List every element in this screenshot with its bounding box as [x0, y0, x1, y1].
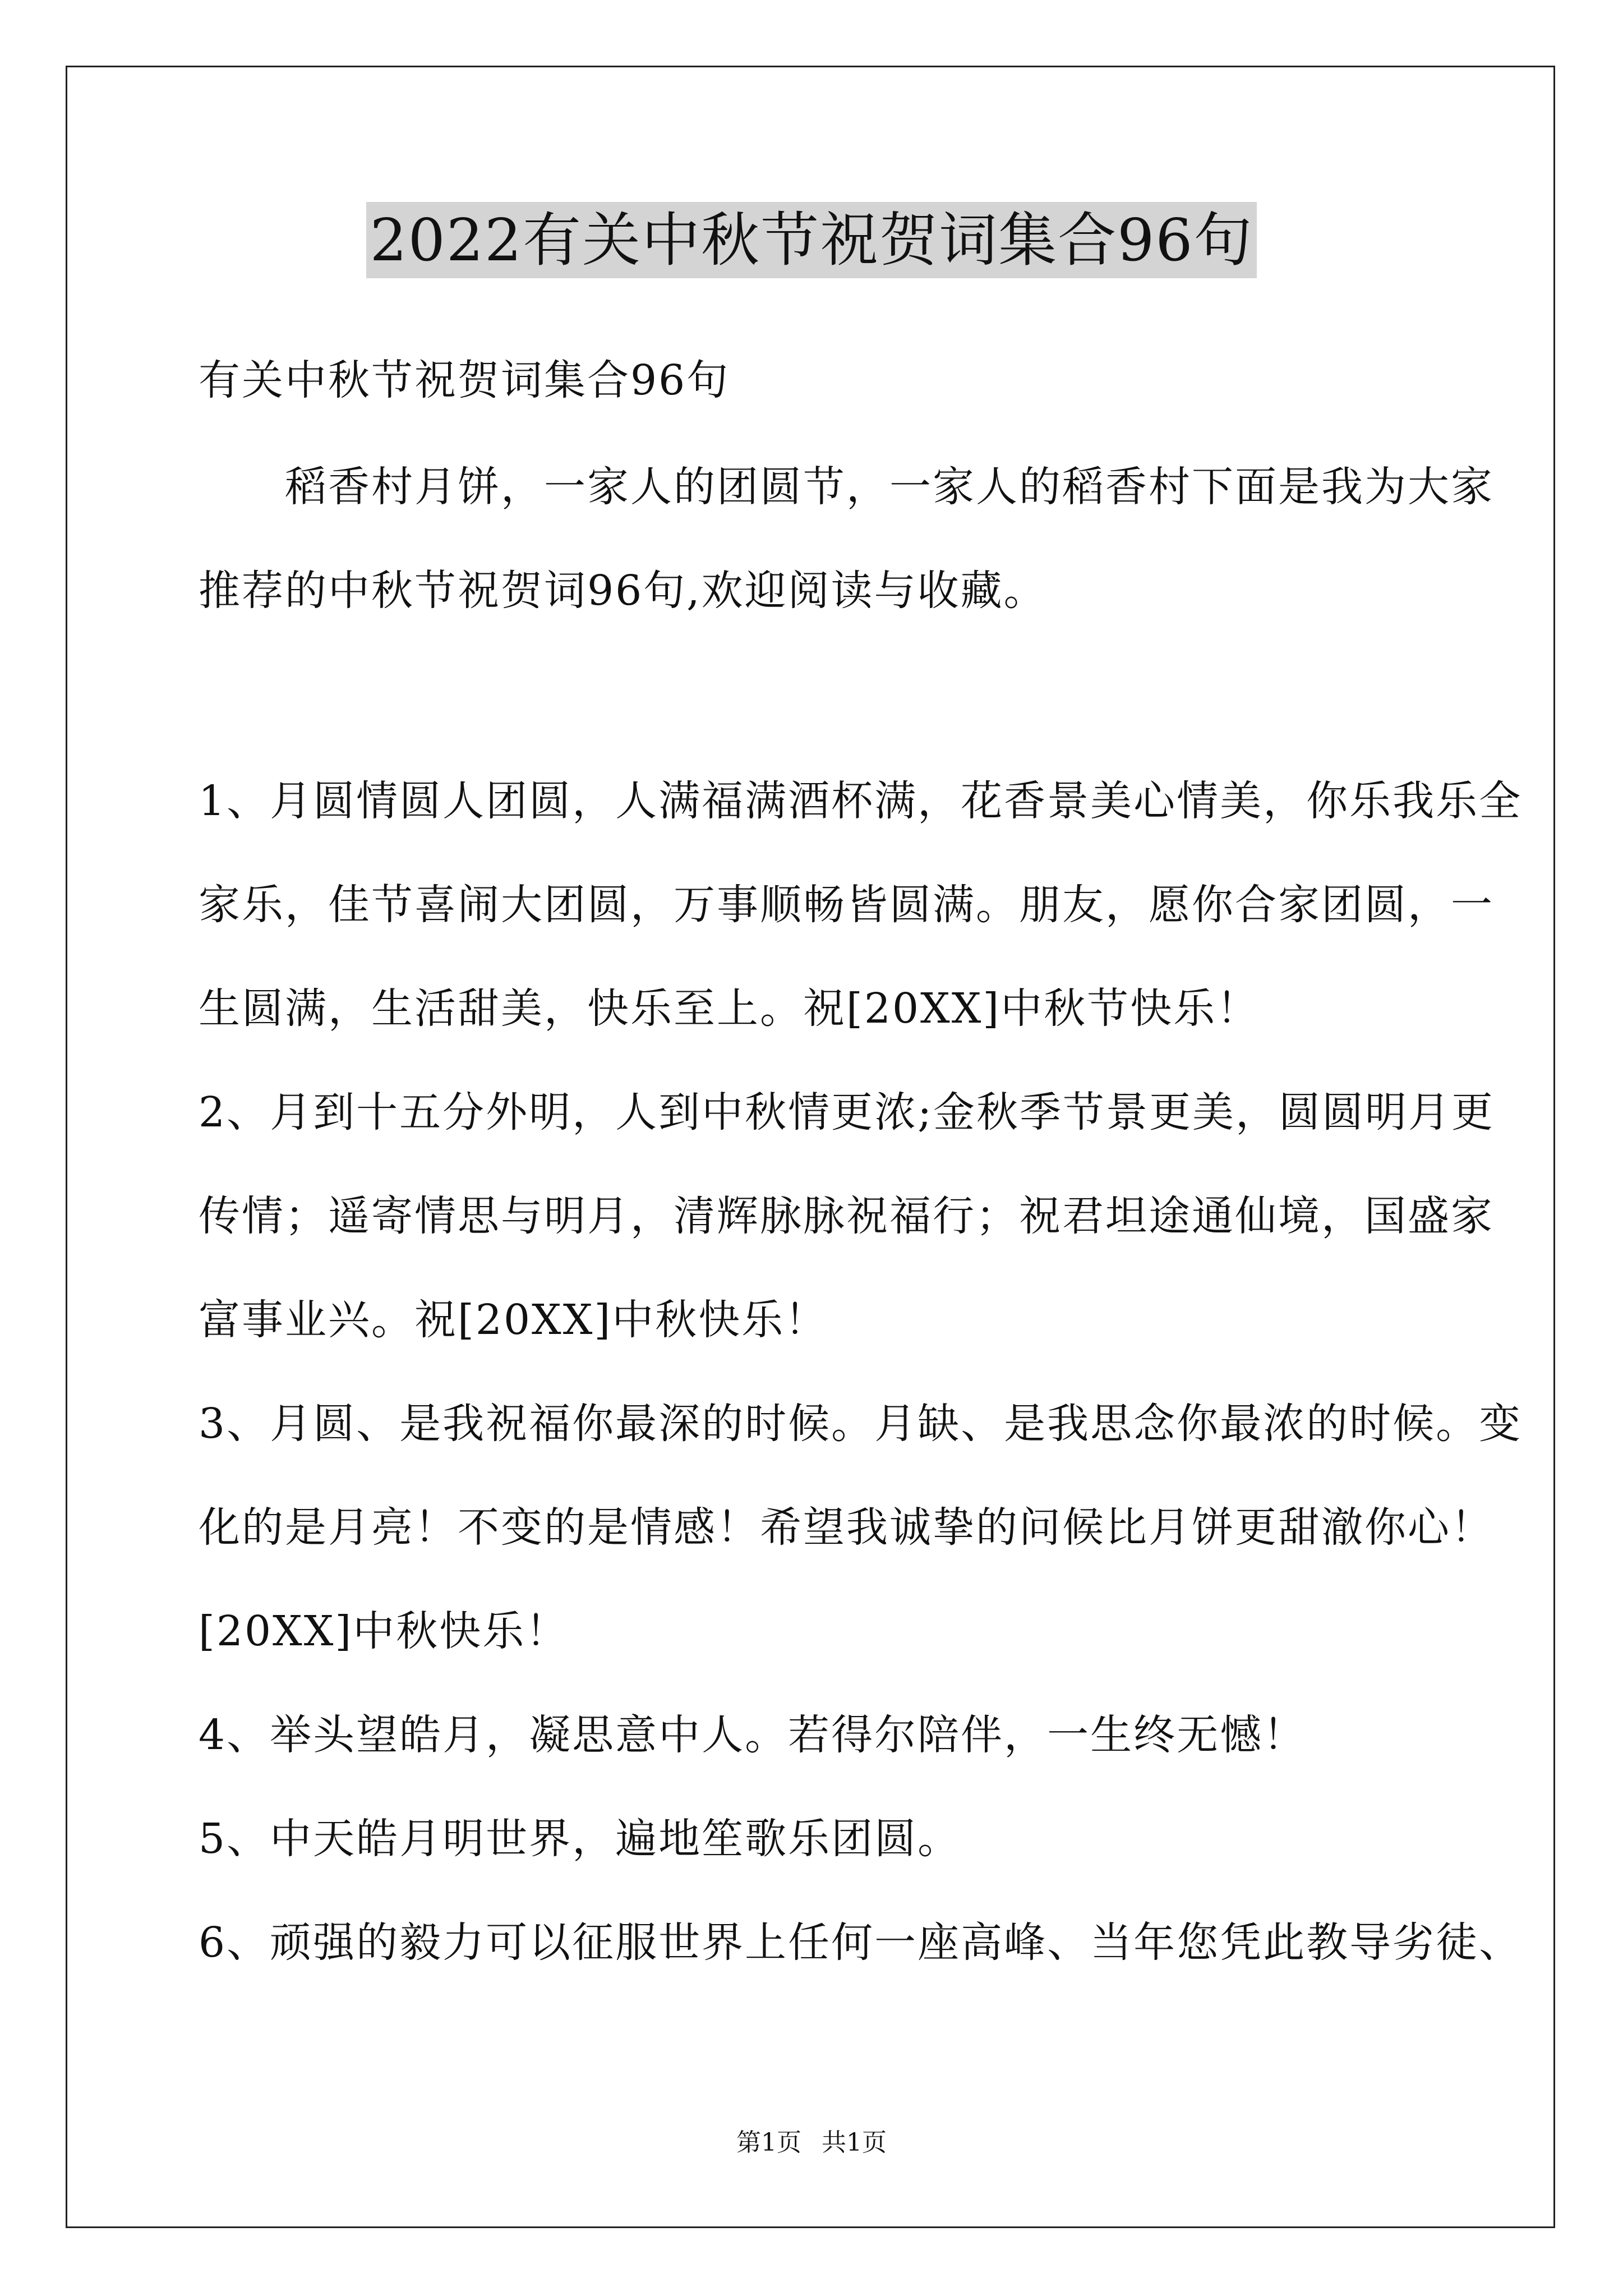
paragraph-line: [20XX]中秋快乐！: [199, 1607, 569, 1655]
paragraph-line: 富事业兴。祝[20XX]中秋快乐！: [199, 1296, 828, 1344]
paragraph-line: 2、月到十五分外明，人到中秋情更浓;金秋季节景更美，圆圆明月更: [199, 1088, 1495, 1137]
paragraph-line: 传情；遥寄情思与明月，清辉脉脉祝福行；祝君坦途通仙境，国盛家: [199, 1192, 1494, 1240]
title-container: [0, 202, 1623, 278]
paragraph-line: 家乐，佳节喜闹大团圆，万事顺畅皆圆满。朋友，愿你合家团圆，一: [199, 881, 1494, 929]
paragraph-line: 6、顽强的毅力可以征服世界上任何一座高峰、当年您凭此教导劣徒、: [199, 1918, 1523, 1967]
paragraph-line: 生圆满，生活甜美，快乐至上。祝[20XX]中秋节快乐！: [199, 984, 1260, 1033]
page-total: 共1页: [822, 2128, 887, 2157]
paragraph-line: 1、月圆情圆人团圆，人满福满酒杯满，花香景美心情美，你乐我乐全: [199, 777, 1523, 825]
paragraph-line: 5、中天皓月明世界，遍地笙歌乐团圆。: [199, 1815, 961, 1863]
document-title: 2022有关中秋节祝贺词集合96句: [366, 202, 1256, 278]
page-number: 第1页: [736, 2128, 801, 2157]
paragraph-line: 3、月圆、是我祝福你最深的时候。月缺、是我思念你最浓的时候。变: [199, 1400, 1523, 1448]
page-footer: [0, 2126, 1623, 2160]
paragraph-line: 4、举头望皓月，凝思意中人。若得尔陪伴，一生终无憾！: [199, 1711, 1307, 1759]
paragraph-line: 化的是月亮！不变的是情感！希望我诚挚的问候比月饼更甜澈你心！: [199, 1503, 1494, 1552]
intro-line-1: 稻香村月饼，一家人的团圆节，一家人的稻香村下面是我为大家: [199, 463, 1494, 511]
subtitle-line: 有关中秋节祝贺词集合96句: [199, 356, 730, 404]
intro-line-2: 推荐的中秋节祝贺词96句,欢迎阅读与收藏。: [199, 567, 1047, 615]
